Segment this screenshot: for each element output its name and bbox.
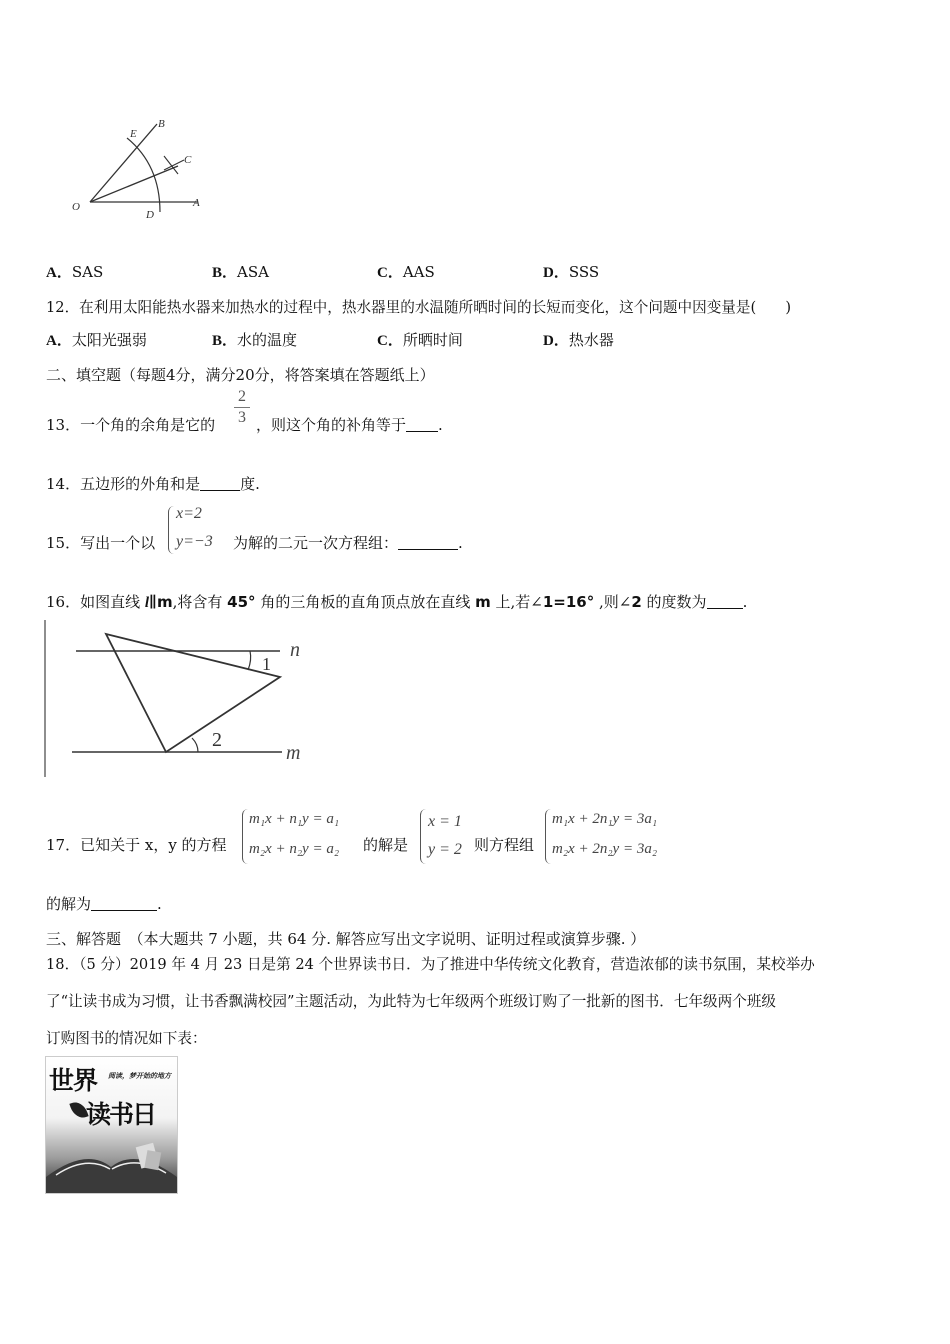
q15-eq-y: y=−3 xyxy=(176,533,213,550)
q11-option-d[interactable]: D．SSS xyxy=(543,263,600,281)
label-C: C xyxy=(184,154,192,166)
q11-option-b[interactable]: B．ASA xyxy=(212,263,269,281)
section-3-heading: 三、解答题 （本大题共 7 小题，共 64 分. 解答应写出文字说明、证明过程或演算步骤. ） xyxy=(46,930,646,948)
angle-bisector-figure xyxy=(60,110,220,225)
fig-angle-1: 1 xyxy=(262,654,271,674)
q17-text-after: 则方程组 xyxy=(474,836,535,854)
q16-answer-blank[interactable] xyxy=(707,594,743,609)
q18-line-2: 了“让读书成为习惯，让书香飘满校园”主题活动，为此特为七年级两个班级订购了一批新的图书．七年级两个班级 xyxy=(46,993,777,1010)
label-A: A xyxy=(193,197,200,209)
q13-fraction xyxy=(232,388,252,427)
q17-solution-row2: y = 2 xyxy=(428,841,462,858)
open-book-graphic xyxy=(46,1137,177,1193)
q17-system2-row2: m₂x + 2n₂y = 3a₂ xyxy=(552,841,658,857)
fig-angle-2: 2 xyxy=(212,729,222,751)
label-E: E xyxy=(130,128,137,140)
q11-option-a[interactable]: A．SAS xyxy=(46,263,104,281)
q14-text: 14．五边形的外角和是 度. xyxy=(46,475,260,493)
q16-text: 16．如图直线 l∥m,将含有 45° 角的三角板的直角顶点放在直线 m 上,若∠1=16° ,则∠2 的度数为 . xyxy=(46,593,748,611)
q15-answer-blank[interactable] xyxy=(398,535,458,550)
q17-text-before: 17．已知关于 x，y 的方程 xyxy=(46,836,227,854)
q15-text-before: 15．写出一个以 xyxy=(46,534,156,552)
q18-line-3: 订购图书的情况如下表： xyxy=(46,1030,207,1047)
q17-solution-brace xyxy=(420,809,426,864)
q12-option-c[interactable]: C．所晒时间 xyxy=(377,331,463,349)
q13-text-after: ，则这个角的补角等于 . xyxy=(256,416,443,434)
q12-text: 12．在利用太阳能热水器来加热水的过程中，热水器里的水温随所晒时间的长短而变化，这个问题中因变量是( ) xyxy=(46,299,792,316)
q15-text-after: 为解的二元一次方程组： . xyxy=(233,534,463,552)
q17-system2-brace xyxy=(545,809,551,864)
q17-system1-row2: m₂x + n₂y = a₂ xyxy=(249,841,340,857)
poster-slogan: 阅读，梦开始的地方 xyxy=(108,1072,171,1080)
q17-answer-blank[interactable] xyxy=(91,896,157,911)
q17-answer-line: 的解为 . xyxy=(46,895,162,913)
q17-system1-row1: m₁x + n₁y = a₁ xyxy=(249,811,340,827)
label-O: O xyxy=(72,201,80,213)
q13-answer-blank[interactable] xyxy=(406,417,438,432)
label-B: B xyxy=(158,118,165,130)
q15-eq-x: x=2 xyxy=(176,505,202,522)
label-D: D xyxy=(146,209,154,221)
q13-denominator: 3 xyxy=(238,409,246,426)
q13-numerator: 2 xyxy=(238,388,246,405)
q17-solution-row1: x = 1 xyxy=(428,813,462,830)
q12-option-b[interactable]: B．水的温度 xyxy=(212,331,298,349)
section-2-heading: 二、填空题（每题4分，满分20分，将答案填在答题纸上） xyxy=(46,366,435,384)
q13-text-before: 13．一个角的余角是它的 xyxy=(46,416,216,434)
poster-title-1: 世界 xyxy=(49,1066,98,1095)
q17-system1-brace xyxy=(242,809,248,864)
fig-label-n: n xyxy=(290,639,300,661)
parallel-lines-figure xyxy=(44,620,324,780)
poster-title-2: 读书日 xyxy=(86,1100,156,1129)
q12-option-a[interactable]: A．太阳光强弱 xyxy=(46,331,147,349)
world-book-day-image xyxy=(45,1056,178,1194)
q14-answer-blank[interactable] xyxy=(200,476,240,491)
q17-text-mid: 的解是 xyxy=(363,836,409,854)
q15-brace xyxy=(168,506,174,554)
q12-option-d[interactable]: D．热水器 xyxy=(543,331,614,349)
fig-label-m: m xyxy=(286,742,301,764)
q17-system2-row1: m₁x + 2n₁y = 3a₁ xyxy=(552,811,658,827)
q18-line-1: 18．（5 分）2019 年 4 月 23 日是第 24 个世界读书日．为了推进中华传统文化教育，营造浓郁的读书氛围，某校举办 xyxy=(46,956,815,973)
q11-option-c[interactable]: C．AAS xyxy=(377,263,435,281)
